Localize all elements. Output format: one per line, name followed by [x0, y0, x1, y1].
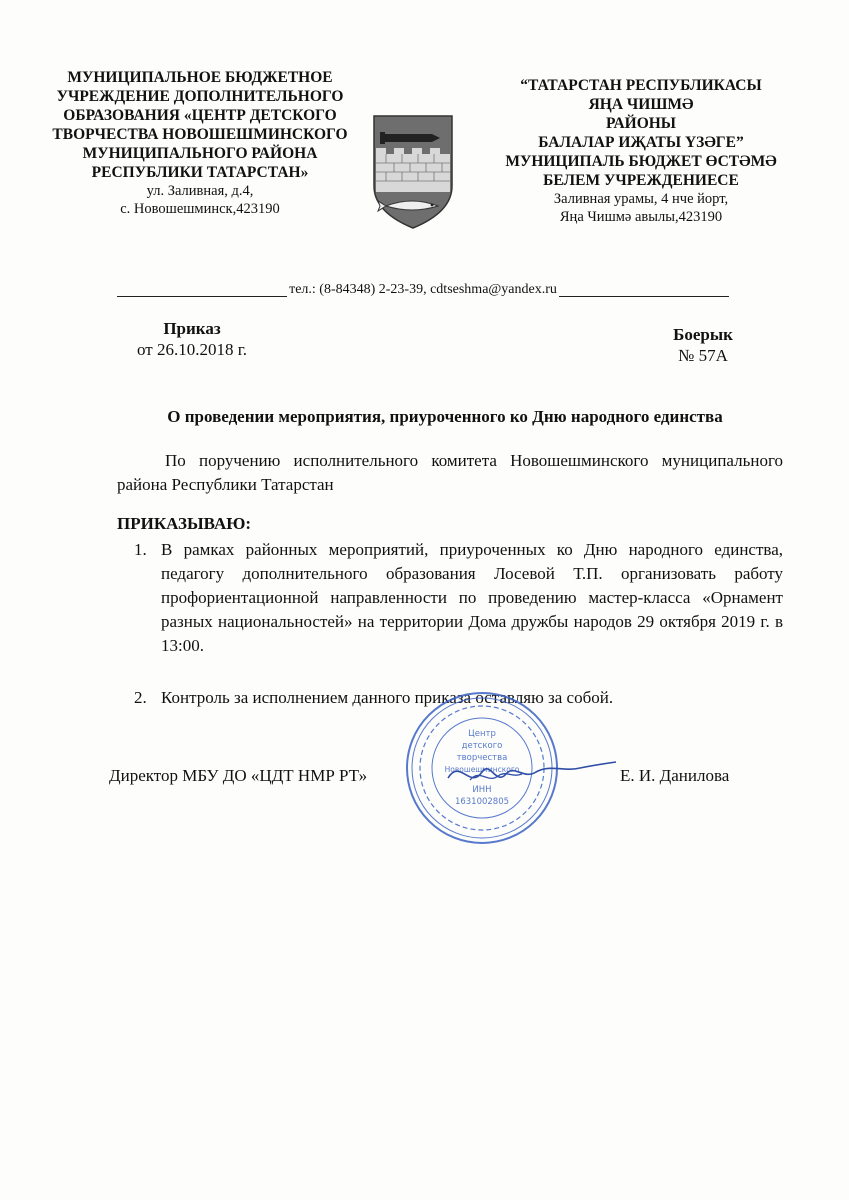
org-line: МУНИЦИПАЛЬНОГО РАЙОНА: [82, 145, 318, 162]
order-word: ПРИКАЗЫВАЮ:: [117, 514, 252, 533]
order-date: от 26.10.2018 г.: [136, 340, 247, 359]
org-line: БЕЛЕМ УЧРЕЖДЕНИЕСЕ: [543, 172, 739, 189]
address-line: с. Новошешминск,423190: [120, 201, 280, 217]
org-line: МУНИЦИПАЛЬНОЕ БЮДЖЕТНОЕ: [67, 69, 333, 86]
header-right-org: [478, 76, 804, 226]
org-line: БАЛАЛАР ИҖАТЫ ҮЗӘГЕ”: [538, 134, 744, 151]
address-line: Заливная урамы, 4 нче йорт,: [553, 191, 729, 207]
order-heading-tt: [648, 324, 758, 366]
item-text: Контроль за исполнением данного приказа оставляю за собой.: [161, 688, 614, 707]
contact-line: [117, 282, 729, 298]
org-line: РЕСПУБЛИКИ ТАТАРСТАН»: [91, 164, 309, 181]
org-line: РАЙОНЫ: [605, 115, 677, 132]
org-line: ТВОРЧЕСТВА НОВОШЕШМИНСКОГО: [52, 126, 348, 143]
item-number: 2.: [134, 688, 147, 707]
item-number: 1.: [134, 540, 147, 559]
list-item: [117, 538, 783, 658]
document-title: О проведении мероприятия, приуроченного ко Дню народного единства: [167, 407, 723, 426]
org-line: ОБРАЗОВАНИЯ «ЦЕНТР ДЕТСКОГО: [63, 107, 337, 124]
order-label: Приказ: [163, 319, 221, 338]
seal-text: ИНН: [472, 785, 492, 795]
order-label-tt: Боерык: [673, 325, 733, 344]
seal-text: детского: [461, 741, 503, 751]
order-items-list: [117, 538, 783, 710]
seal-text: Центр: [468, 729, 496, 739]
handwritten-signature: [440, 750, 620, 800]
signatory-position: Директор МБУ ДО «ЦДТ НМР РТ»: [109, 766, 368, 785]
org-line: ЯҢА ЧИШМӘ: [588, 96, 694, 113]
coat-of-arms-emblem: [372, 114, 454, 230]
org-line: УЧРЕЖДЕНИЕ ДОПОЛНИТЕЛЬНОГО: [56, 88, 344, 105]
address-line: ул. Заливная, д.4,: [146, 183, 254, 199]
seal-text: 1631002805: [454, 797, 510, 807]
item-text: В рамках районных мероприятий, приуроченных ко Дню народного единства, педагогу дополнительного образования Лосевой Т.П. организовать работу профориентационной направленности по проведению мастер-класса «Орнамент разных национальностей» на территории Дома дружбы народов 29 октября 2019 г. в 13:00.: [161, 540, 783, 655]
seal-text: Новошешминского: [444, 765, 520, 774]
org-line: МУНИЦИПАЛЬ БЮДЖЕТ ӨСТӘМӘ: [505, 153, 777, 170]
org-line: “ТАТАРСТАН РЕСПУБЛИКАСЫ: [520, 77, 762, 94]
seal-text: творчества: [456, 753, 508, 763]
basis-paragraph: По поручению исполнительного комитета Новошешминского муниципального района Республики Татарстан: [117, 451, 783, 494]
order-heading-ru: [117, 318, 267, 360]
contact-text: тел.: (8-84348) 2-23-39, cdtseshma@yandex.ru: [289, 282, 557, 297]
signatory-name: Е. И. Данилова: [620, 766, 730, 785]
order-number: № 57А: [678, 346, 728, 365]
header-left-org: [40, 68, 360, 218]
address-line: Яңа Чишмә авылы,423190: [559, 209, 723, 225]
